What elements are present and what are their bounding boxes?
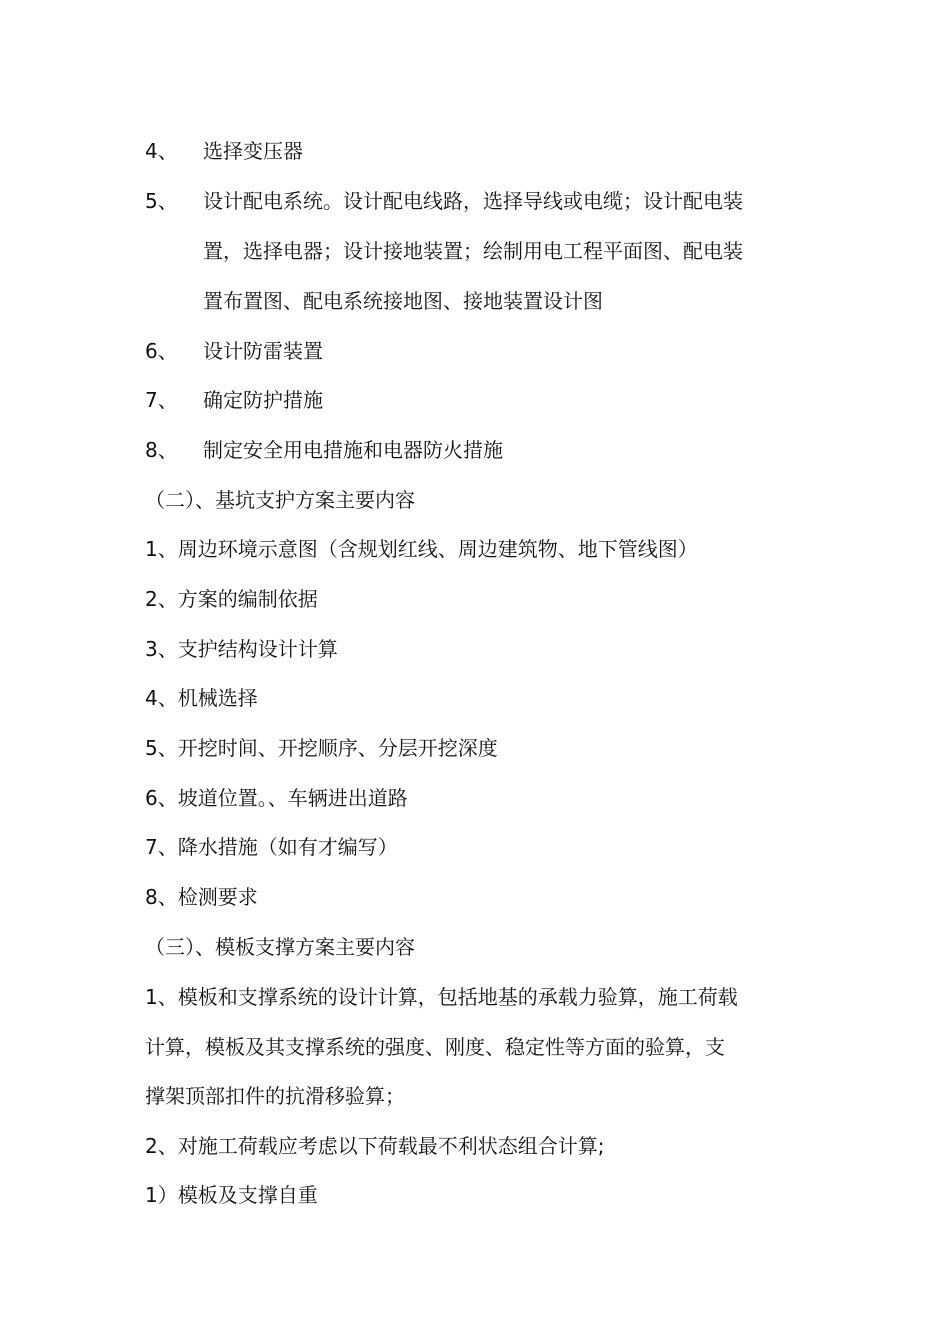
list-text: 制定安全用电措施和电器防火措施 xyxy=(203,438,503,462)
list-item: 4、机械选择 xyxy=(145,686,258,710)
list-item: 2、方案的编制依据 xyxy=(145,587,318,611)
list-item: 8、检测要求 xyxy=(145,885,258,909)
list-item xyxy=(145,338,323,364)
list-item xyxy=(145,387,323,413)
list-number: 5、 xyxy=(145,189,178,213)
list-item xyxy=(145,437,503,463)
list-item: 5、开挖时间、开挖顺序、分层开挖深度 xyxy=(145,736,498,760)
list-text: 确定防护措施 xyxy=(203,388,323,412)
list-item xyxy=(145,138,303,164)
list-number: 4、 xyxy=(145,139,178,163)
list-item: 7、降水措施（如有才编写） xyxy=(145,835,398,859)
list-number: 7、 xyxy=(145,388,178,412)
paragraph-line: 1、模板和支撑系统的设计计算，包括地基的承载力验算，施工荷载 xyxy=(145,985,738,1009)
list-text: 设计配电系统。设计配电线路，选择导线或电缆；设计配电装 xyxy=(203,189,743,213)
paragraph-line: 撑架顶部扣件的抗滑移验算； xyxy=(145,1084,405,1108)
list-item-continuation: 置，选择电器；设计接地装置；绘制用电工程平面图、配电装 xyxy=(203,239,743,263)
list-text: 选择变压器 xyxy=(203,139,303,163)
paragraph-line: 2、对施工荷载应考虑以下荷载最不利状态组合计算; xyxy=(145,1134,605,1158)
paragraph-line: 1）模板及支撑自重 xyxy=(145,1183,318,1207)
list-item: 3、支护结构设计计算 xyxy=(145,637,338,661)
list-item: 6、坡道位置。、车辆进出道路 xyxy=(145,786,408,810)
list-number: 6、 xyxy=(145,339,178,363)
list-number: 8、 xyxy=(145,438,178,462)
list-item xyxy=(145,188,743,214)
list-item-continuation: 置布置图、配电系统接地图、接地装置设计图 xyxy=(203,289,603,313)
paragraph-line: 计算，模板及其支撑系统的强度、刚度、稳定性等方面的验算，支 xyxy=(145,1035,725,1059)
list-text: 设计防雷装置 xyxy=(203,339,323,363)
section-heading: （二）、基坑支护方案主要内容 xyxy=(145,488,415,512)
list-item: 1、周边环境示意图（含规划红线、周边建筑物、地下管线图） xyxy=(145,537,698,561)
section-heading: （三）、模板支撑方案主要内容 xyxy=(145,935,415,959)
